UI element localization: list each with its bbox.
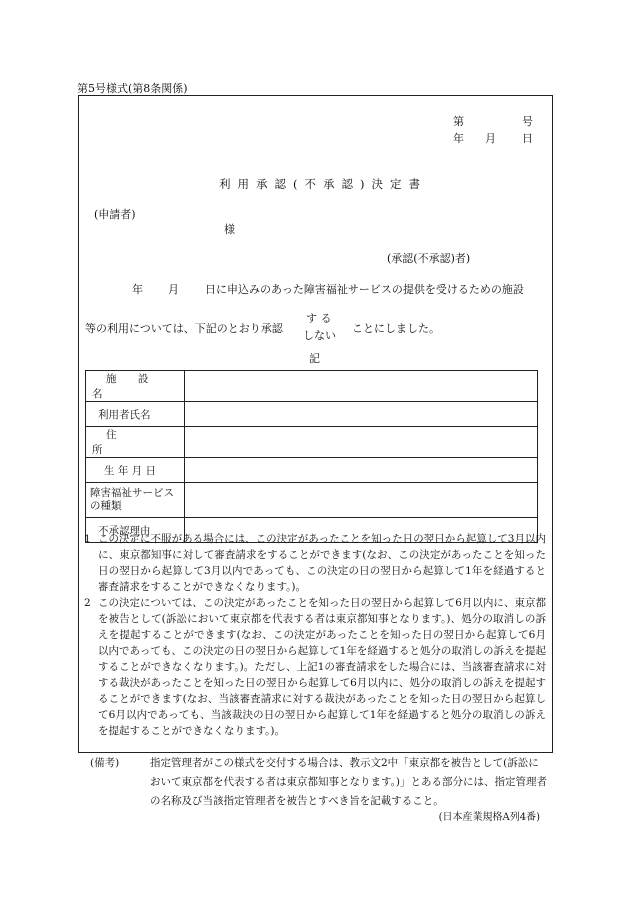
note-2-text: この決定については、この決定があったことを知った日の翌日から起算して6月以内に、東京都を被告として(訴訟において東京都を代表する者は東京都知事となります。)、処分の取消しの訴えを提起することができます(なお、この決定があったことを知った日の翌日から起算して6月以内であっても、この決定の日の翌日から起算して1年を経過すると処分の取消しの訴えを提起することができなくなります。)。ただし、上記1の審査請求をした場合には、当該審査請求に対する裁決があったことを知った日の翌日から起算して6月以内に、処分の取消しの訴えを提起することができます(なお、当該審査請求に対する裁決があったことを知った日の翌日から起算して6月以内であっても、当該裁決の日の翌日から起算して1年を経過すると処分の取消しの訴えを提起することができなくなります。)。 — [98, 597, 546, 737]
table-row — [86, 458, 538, 483]
rejection-reason-label: 不承認理由 — [86, 518, 185, 543]
table-row — [86, 371, 538, 402]
jis-size-note: (日本産業規格A列4番) — [438, 812, 540, 823]
body-year: 年 — [132, 283, 143, 296]
date-day: 日 — [522, 132, 533, 145]
user-name-label: 利用者氏名 — [86, 402, 185, 427]
suru-option: す る — [306, 312, 332, 325]
body-month: 月 — [168, 283, 179, 296]
address-label: 住 所 — [86, 427, 185, 458]
applicant-label: (申請者) — [94, 208, 136, 221]
form-number-header: 第5号様式(第8条関係) — [77, 82, 188, 95]
date-year: 年 — [453, 132, 464, 145]
service-type-label: 障害福祉サービスの種類 — [86, 483, 185, 518]
facility-name-label: 施 設 名 — [86, 371, 185, 402]
user-name-value[interactable] — [185, 402, 538, 427]
number-go: 号 — [522, 115, 533, 128]
ki-label: 記 — [309, 352, 320, 365]
approver-label: (承認(不承認)者) — [387, 252, 471, 265]
remarks-text: 指定管理者がこの様式を交付する場合は、教示文2中「東京都を被告として(訴訟において東京都を代表する者は東京都知事となります。)」とある部分には、指定管理者の名称及び当該指定管理者を被告とすべき旨を記載すること。 — [150, 757, 548, 807]
body-line2-suffix: ことにしました。 — [352, 322, 440, 335]
table-row — [86, 427, 538, 458]
document-title: 利用承認(不承認)決定書 — [219, 177, 427, 191]
birthdate-value[interactable] — [185, 458, 538, 483]
info-table — [85, 370, 538, 543]
body-line2-prefix: 等の利用については、下記のとおり承認 — [85, 322, 283, 335]
note-1-number: 1 — [84, 533, 91, 545]
remarks-heading: (備考) — [90, 757, 120, 769]
table-row — [86, 483, 538, 518]
note-2-number: 2 — [84, 597, 91, 609]
table-row — [86, 402, 538, 427]
sama-label: 様 — [224, 223, 235, 236]
date-month: 月 — [485, 132, 496, 145]
note-1 — [84, 531, 546, 595]
shinai-option: しない — [303, 329, 336, 342]
service-type-value[interactable] — [185, 483, 538, 518]
number-dai: 第 — [453, 115, 464, 128]
birthdate-label: 生 年 月 日 — [86, 458, 185, 483]
address-value[interactable] — [185, 427, 538, 458]
notes-block — [84, 531, 546, 739]
note-2 — [84, 595, 546, 739]
body-line1-text: 日に申込みのあった障害福祉サービスの提供を受けるための施設 — [205, 283, 524, 296]
remarks-block — [90, 754, 548, 811]
facility-name-value[interactable] — [185, 371, 538, 402]
note-1-text: この決定に不服がある場合には、この決定があったことを知った日の翌日から起算して3月以内に、東京都知事に対して審査請求をすることができます(なお、この決定があったことを知った日の翌日から起算して3月以内であっても、この決定の日の翌日から起算して1年を経過すると審査請求をすることができなくなります。)。 — [98, 533, 546, 593]
